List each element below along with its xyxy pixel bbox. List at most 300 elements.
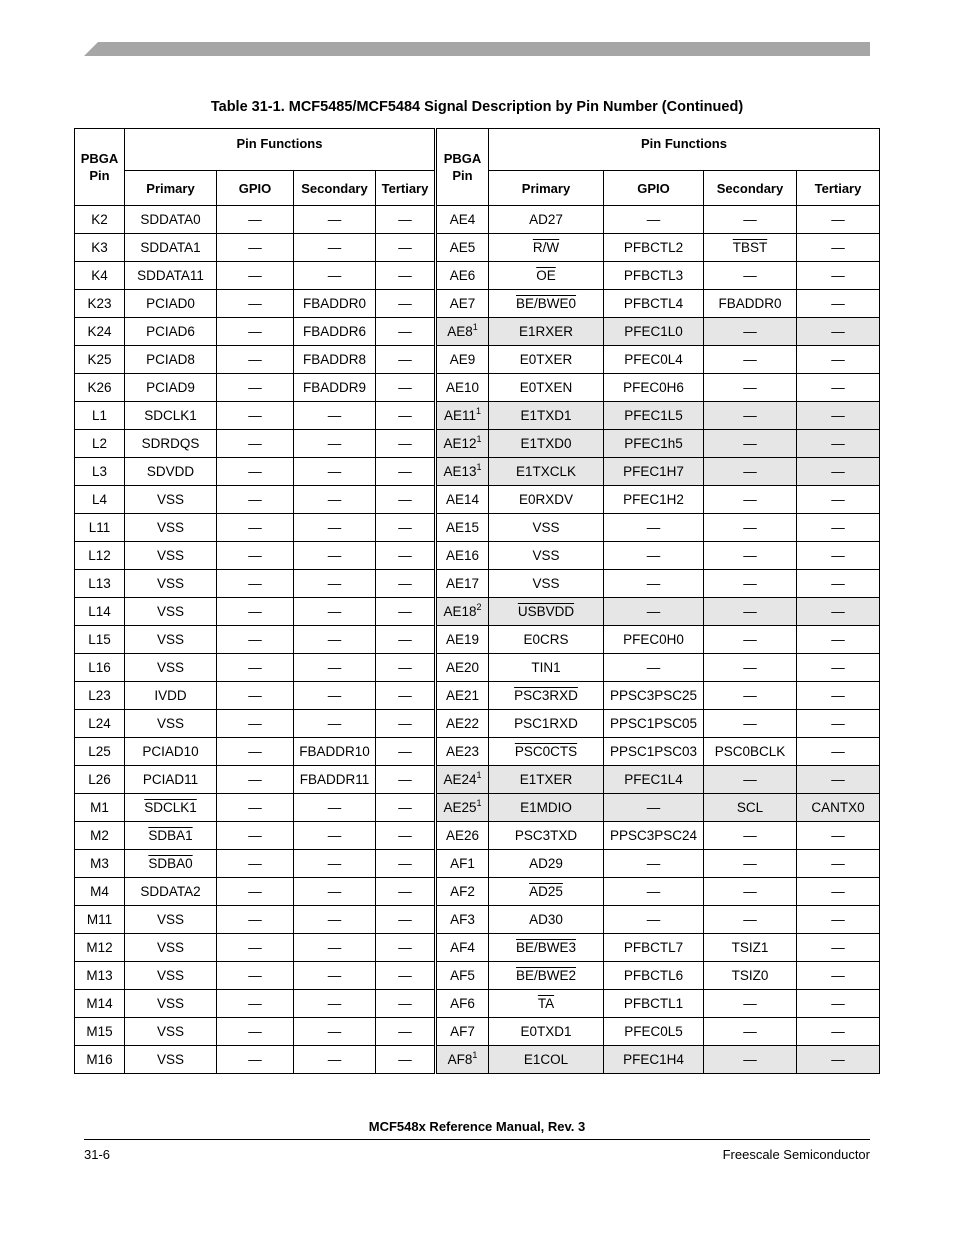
cell-text: PFBCTL6 (623, 968, 684, 983)
cell-text: — (743, 772, 757, 787)
cell-text: — (646, 660, 661, 675)
cell-text: — (743, 324, 757, 339)
cell-text: PPSC3PSC24 (609, 828, 698, 843)
cell-text: PPSC1PSC03 (609, 744, 698, 759)
tertiary-cell (797, 682, 880, 710)
primary-cell (125, 402, 217, 430)
cell-text: — (398, 520, 412, 535)
cell-text: SDDATA11 (137, 268, 204, 283)
cell-text: M12 (86, 940, 113, 955)
pbga-pin-cell (436, 962, 489, 990)
cell-text: SDBA1 (148, 828, 193, 843)
cell-text: — (646, 856, 661, 871)
gpio-cell (217, 878, 294, 906)
tertiary-cell (797, 934, 880, 962)
cell-text: — (831, 688, 845, 703)
primary-cell (489, 654, 604, 682)
cell-text: — (743, 884, 757, 899)
cell-text: E1TXD1 (520, 408, 572, 423)
cell-text: PPSC3PSC25 (609, 688, 698, 703)
cell-text: — (831, 212, 845, 227)
pbga-pin-cell (436, 766, 489, 794)
footnote-marker: 1 (476, 434, 482, 444)
cell-text: PCIAD11 (142, 772, 199, 787)
gpio-cell (604, 626, 704, 654)
cell-text: AD27 (529, 212, 563, 227)
secondary-cell (294, 318, 376, 346)
pbga-pin-cell (75, 626, 125, 654)
cell-text: VSS (532, 548, 560, 563)
pbga-pin-cell (436, 290, 489, 318)
cell-text: L2 (91, 436, 108, 451)
primary-cell (489, 542, 604, 570)
cell-text: VSS (532, 520, 560, 535)
cell-text: PCIAD8 (146, 352, 195, 367)
cell-text: — (248, 688, 262, 703)
cell-text: — (831, 492, 845, 507)
gpio-cell (217, 1018, 294, 1046)
gpio-cell (217, 290, 294, 318)
primary-cell (489, 738, 604, 766)
cell-text: PFEC0H0 (623, 632, 684, 647)
pbga-pin-cell (436, 738, 489, 766)
cell-text: K4 (91, 268, 108, 283)
cell-text: — (248, 1052, 262, 1067)
tertiary-header: Tertiary (376, 171, 436, 206)
secondary-cell (294, 1018, 376, 1046)
gpio-cell (604, 682, 704, 710)
table-row (75, 766, 880, 794)
secondary-header: Secondary (294, 171, 376, 206)
gpio-header: GPIO (604, 171, 704, 206)
pbga-pin-cell (436, 878, 489, 906)
gpio-cell (604, 1046, 704, 1074)
cell-text: AF1 (450, 856, 475, 871)
cell-text: AE22 (445, 716, 480, 731)
cell-text: — (327, 800, 342, 815)
table-row (75, 738, 880, 766)
cell-text: VSS (156, 660, 184, 675)
cell-text: FBADDR9 (302, 380, 366, 395)
primary-cell (489, 822, 604, 850)
gpio-cell (604, 374, 704, 402)
cell-text: — (327, 884, 342, 899)
pbga-pin-header: PBGA Pin (436, 129, 489, 206)
cell-text: — (398, 632, 412, 647)
cell-text: AE4 (449, 212, 476, 227)
primary-cell (125, 346, 217, 374)
gpio-cell (217, 738, 294, 766)
cell-text: — (398, 940, 412, 955)
cell-text: — (646, 604, 661, 619)
cell-text: — (398, 576, 412, 591)
pbga-pin-cell (75, 262, 125, 290)
cell-text: $\overline{TA}$ (537, 996, 555, 1011)
secondary-cell (294, 570, 376, 598)
primary-cell (489, 710, 604, 738)
cell-text: PFEC0H6 (623, 380, 684, 395)
cell-text: E1TXER (519, 772, 573, 787)
cell-text: — (248, 632, 262, 647)
cell-text: — (398, 800, 412, 815)
pbga-pin-cell (75, 346, 125, 374)
gpio-cell (217, 570, 294, 598)
pbga-pin-cell (75, 402, 125, 430)
tertiary-cell (376, 850, 436, 878)
cell-text: — (398, 240, 412, 255)
cell-text: VSS (156, 996, 184, 1011)
cell-text: SDCLK1 (144, 408, 197, 423)
primary-cell (489, 346, 604, 374)
secondary-cell (294, 458, 376, 486)
cell-text: — (248, 268, 262, 283)
cell-text: — (327, 912, 342, 927)
tertiary-cell (376, 290, 436, 318)
pbga-pin-cell (75, 234, 125, 262)
cell-text: — (743, 632, 757, 647)
table-row (75, 654, 880, 682)
cell-text: — (831, 408, 845, 423)
cell-text: — (327, 1024, 342, 1039)
tertiary-cell (797, 430, 880, 458)
cell-text: PFEC1L5 (624, 408, 683, 423)
cell-text: L14 (88, 604, 111, 619)
cell-text: AD25 (529, 884, 563, 899)
cell-text: — (831, 268, 845, 283)
cell-text: — (248, 604, 262, 619)
pbga-pin-cell (436, 654, 489, 682)
table-row (75, 990, 880, 1018)
company-name: Freescale Semiconductor (722, 1147, 870, 1162)
secondary-cell (294, 822, 376, 850)
primary-cell (489, 430, 604, 458)
secondary-cell (294, 934, 376, 962)
cell-text: AE24 (443, 772, 477, 787)
tertiary-cell (797, 850, 880, 878)
primary-cell (489, 766, 604, 794)
cell-text: FBADDR8 (302, 352, 366, 367)
cell-text: — (248, 856, 262, 871)
table-row (75, 346, 880, 374)
primary-cell (489, 570, 604, 598)
cell-text: — (398, 912, 412, 927)
cell-text: — (743, 828, 757, 843)
cell-text: — (398, 380, 412, 395)
pbga-pin-cell (75, 318, 125, 346)
footnote-marker: 1 (476, 798, 482, 808)
primary-cell (125, 654, 217, 682)
cell-text: K23 (87, 296, 112, 311)
primary-cell (125, 934, 217, 962)
cell-text: — (248, 716, 262, 731)
footnote-marker: 1 (476, 406, 482, 416)
primary-cell (489, 850, 604, 878)
gpio-cell (217, 822, 294, 850)
cell-text: — (327, 492, 342, 507)
secondary-cell (294, 738, 376, 766)
primary-cell (125, 962, 217, 990)
cell-text: SDVDD (146, 464, 195, 479)
cell-text: — (831, 240, 845, 255)
table-row (75, 262, 880, 290)
pbga-pin-cell (75, 878, 125, 906)
cell-text: — (398, 688, 412, 703)
tertiary-cell (376, 990, 436, 1018)
tertiary-cell (376, 682, 436, 710)
gpio-cell (604, 290, 704, 318)
secondary-cell (294, 206, 376, 234)
cell-text: M13 (86, 968, 113, 983)
pbga-pin-header: PBGA Pin (75, 129, 125, 206)
cell-text: PFEC0L5 (624, 1024, 683, 1039)
cell-text: AF7 (450, 1024, 475, 1039)
pbga-pin-cell (75, 850, 125, 878)
pbga-pin-cell (75, 906, 125, 934)
gpio-cell (604, 598, 704, 626)
tertiary-cell (376, 906, 436, 934)
primary-cell (489, 962, 604, 990)
tertiary-cell (376, 374, 436, 402)
primary-cell (125, 206, 217, 234)
pbga-pin-cell (75, 710, 125, 738)
gpio-cell (217, 654, 294, 682)
primary-cell (489, 934, 604, 962)
cell-text: AF6 (450, 996, 475, 1011)
primary-cell (125, 458, 217, 486)
secondary-cell (704, 486, 797, 514)
gpio-cell (604, 346, 704, 374)
footnote-marker: 1 (472, 1050, 478, 1060)
cell-text: — (248, 940, 262, 955)
gpio-cell (217, 1046, 294, 1074)
footer-title: MCF548x Reference Manual, Rev. 3 (368, 1119, 586, 1134)
cell-text: BE/BWE2 (515, 968, 577, 983)
cell-text: — (398, 212, 412, 227)
cell-text: PFEC1L0 (624, 324, 683, 339)
tertiary-cell (797, 514, 880, 542)
cell-text: — (327, 660, 342, 675)
table-row (75, 962, 880, 990)
pbga-pin-cell (436, 402, 489, 430)
secondary-cell (294, 262, 376, 290)
cell-text: L12 (88, 548, 111, 563)
primary-cell (125, 710, 217, 738)
cell-text: — (743, 352, 757, 367)
cell-text: — (398, 296, 412, 311)
cell-text: PFEC1H7 (623, 464, 684, 479)
cell-text: TBST (732, 240, 768, 255)
gpio-cell (604, 430, 704, 458)
cell-text: AE5 (449, 240, 476, 255)
cell-text: PFBCTL2 (623, 240, 684, 255)
cell-text: — (327, 576, 342, 591)
cell-text: TSIZ0 (731, 968, 769, 983)
cell-text: L1 (91, 408, 108, 423)
cell-text: — (398, 492, 412, 507)
cell-text: — (398, 604, 412, 619)
cell-text: VSS (156, 968, 184, 983)
gpio-cell (604, 850, 704, 878)
cell-text: PSC3TXD (514, 828, 578, 843)
tertiary-cell (797, 878, 880, 906)
cell-text: VSS (156, 632, 184, 647)
secondary-cell (294, 514, 376, 542)
cell-text: VSS (156, 1024, 184, 1039)
footnote-marker: 1 (476, 770, 482, 780)
gpio-cell (217, 486, 294, 514)
cell-text: — (327, 604, 342, 619)
tertiary-cell (797, 598, 880, 626)
pbga-pin-cell (436, 374, 489, 402)
pbga-pin-cell (436, 598, 489, 626)
cell-text: BE/BWE0 (515, 296, 577, 311)
cell-text: AE18 (443, 604, 477, 619)
cell-text: K2 (91, 212, 108, 227)
cell-text: E0TXER (519, 352, 573, 367)
tertiary-cell (376, 626, 436, 654)
cell-text: — (398, 1024, 412, 1039)
gpio-cell (604, 262, 704, 290)
table-row (75, 458, 880, 486)
secondary-cell (704, 234, 797, 262)
secondary-cell (704, 822, 797, 850)
cell-text: — (646, 576, 661, 591)
cell-text: AE20 (445, 660, 480, 675)
secondary-cell (704, 738, 797, 766)
tertiary-cell (376, 738, 436, 766)
cell-text: — (831, 548, 845, 563)
pbga-pin-cell (75, 374, 125, 402)
cell-text: K25 (87, 352, 112, 367)
cell-text: L3 (91, 464, 108, 479)
gpio-cell (217, 766, 294, 794)
cell-text: IVDD (154, 688, 187, 703)
cell-text: — (646, 884, 661, 899)
cell-text: VSS (156, 548, 184, 563)
cell-text: — (248, 324, 262, 339)
cell-text: — (248, 1024, 262, 1039)
gpio-header: GPIO (217, 171, 294, 206)
primary-cell (489, 682, 604, 710)
gpio-cell (604, 962, 704, 990)
secondary-cell (294, 402, 376, 430)
cell-text: — (831, 520, 845, 535)
cell-text: — (743, 660, 757, 675)
cell-text: E0CRS (523, 632, 569, 647)
primary-cell (125, 598, 217, 626)
cell-text: M11 (86, 912, 113, 927)
cell-text: PSC3RXD (514, 688, 578, 703)
cell-text: AF8 (447, 1052, 473, 1067)
tertiary-cell (376, 794, 436, 822)
cell-text: R/W (532, 240, 560, 255)
cell-text: AF3 (450, 912, 475, 927)
gpio-cell (604, 794, 704, 822)
primary-cell (125, 682, 217, 710)
cell-text: — (398, 856, 412, 871)
table-row (75, 402, 880, 430)
cell-text: — (248, 744, 262, 759)
cell-text: PCIAD0 (146, 296, 195, 311)
gpio-cell (217, 262, 294, 290)
gpio-cell (604, 206, 704, 234)
cell-text: — (327, 212, 342, 227)
primary-cell (489, 794, 604, 822)
secondary-cell (294, 598, 376, 626)
cell-text: — (831, 1024, 845, 1039)
table-row (75, 710, 880, 738)
gpio-cell (604, 878, 704, 906)
cell-text: E1RXER (518, 324, 574, 339)
cell-text: PFBCTL7 (623, 940, 684, 955)
pbga-pin-cell (436, 906, 489, 934)
cell-text: AE26 (445, 828, 480, 843)
tertiary-cell (797, 710, 880, 738)
gpio-cell (217, 850, 294, 878)
cell-text: — (248, 996, 262, 1011)
cell-text: K26 (87, 380, 112, 395)
pbga-pin-cell (436, 262, 489, 290)
cell-text: M2 (90, 828, 109, 843)
gpio-cell (217, 318, 294, 346)
cell-text: TSIZ1 (731, 940, 769, 955)
pbga-pin-cell (436, 318, 489, 346)
tertiary-cell (797, 654, 880, 682)
tertiary-cell (376, 962, 436, 990)
cell-text: L4 (91, 492, 108, 507)
pbga-pin-cell (75, 542, 125, 570)
secondary-cell (294, 906, 376, 934)
pbga-pin-cell (75, 822, 125, 850)
pbga-pin-cell (75, 1046, 125, 1074)
primary-cell (125, 766, 217, 794)
cell-text: PCIAD6 (146, 324, 195, 339)
tertiary-cell (797, 962, 880, 990)
gpio-cell (604, 318, 704, 346)
cell-text: AE8 (447, 324, 473, 339)
tertiary-cell (376, 878, 436, 906)
primary-cell (125, 738, 217, 766)
gpio-cell (604, 766, 704, 794)
tertiary-cell (376, 710, 436, 738)
cell-text: — (743, 688, 757, 703)
cell-text: — (248, 884, 262, 899)
cell-text: SCL (736, 800, 764, 815)
table-row (75, 850, 880, 878)
cell-text: PSC1RXD (514, 716, 578, 731)
secondary-cell (704, 710, 797, 738)
cell-text: K24 (87, 324, 112, 339)
cell-text: — (248, 828, 262, 843)
tertiary-cell (797, 262, 880, 290)
cell-text: — (398, 464, 412, 479)
cell-text: SDDATA0 (140, 212, 201, 227)
secondary-cell (294, 766, 376, 794)
tertiary-cell (376, 822, 436, 850)
pbga-pin-cell (75, 654, 125, 682)
gpio-cell (217, 710, 294, 738)
pbga-pin-cell (75, 794, 125, 822)
cell-text: — (398, 660, 412, 675)
cell-text: — (327, 716, 342, 731)
cell-text: — (831, 576, 845, 591)
cell-text: — (248, 548, 262, 563)
pbga-pin-cell (436, 626, 489, 654)
cell-text: VSS (156, 716, 184, 731)
tertiary-cell (797, 1046, 880, 1074)
footer-divider (84, 1139, 870, 1140)
primary-cell (125, 850, 217, 878)
